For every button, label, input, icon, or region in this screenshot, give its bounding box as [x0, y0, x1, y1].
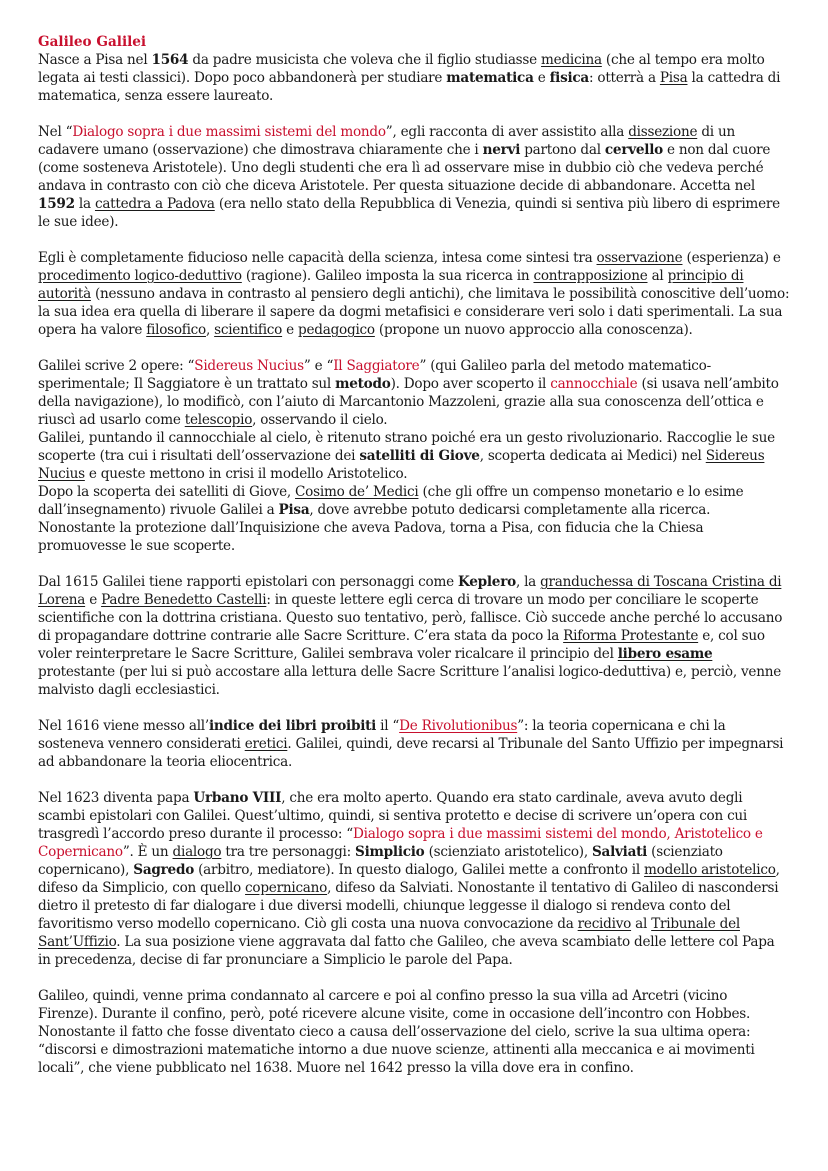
keyword-tribunale: Tribunale del Sant’Uffizio [38, 916, 740, 950]
text: . La sua posizione viene aggravata dal fatto che Galileo, che aveva scambiato delle lettere col Papa in precedenza, decise di far pronunciare a Simplicio le parole del Papa. [38, 934, 775, 968]
text: il “ [376, 718, 400, 734]
text: Nel 1623 diventa papa [38, 790, 194, 806]
work-title-sidereus: Sidereus Nucius [194, 358, 304, 374]
text: ” e “ [303, 358, 334, 374]
keyword-eretici: eretici [244, 736, 288, 752]
text: e queste mettono in crisi il modello Aristotelico. [84, 466, 408, 482]
text: protestante (per lui si può accostare alla lettura delle Sacre Scritture l’analisi logico-deduttiva) e, perciò, venne malvisto dagli ecclesiastici. [38, 664, 782, 698]
text: (era nello stato della Repubblica di Venezia, quindi si sentiva più libero di esprimere le sue idee). [38, 196, 780, 230]
text: Galilei scrive 2 opere: “ [38, 358, 195, 374]
work-title-dialogo: Dialogo sopra i due massimi sistemi del mondo [72, 124, 386, 140]
text: , dove avrebbe potuto dedicarsi completamente alla ricerca. Nonostante la protezione dall’Inquisizione che aveva Padova, torna a Pisa, con fiducia che la Chiesa promuovesse le sue scoperte. [38, 502, 711, 554]
text: ”: la teoria copernicana e chi la sosteneva vennero considerati [38, 718, 726, 752]
keyword-keplero: Keplero [457, 574, 516, 590]
year-1564: 1564 [151, 52, 189, 68]
text: (arbitro, mediatore). In questo dialogo, Galilei mette a confronto il [194, 862, 645, 878]
text: partono dal [520, 142, 605, 158]
keyword-recidivo: recidivo [577, 916, 632, 932]
text: , che era molto aperto. Quando era stato cardinale, aveva avuto degli scambi epistolari con Galilei. Quest’ultimo, quindi, si sentiva protetto e decise di scrivere un’opera con cui trasgredì l’accordo preso durante il processo: “ [38, 790, 748, 842]
paragraph-indice [38, 717, 790, 771]
keyword-castelli: Padre Benedetto Castelli [101, 592, 267, 608]
text: (scienziato copernicano), [38, 844, 723, 878]
document-title: Galileo Galilei [38, 34, 147, 50]
keyword-fisica: fisica [549, 70, 589, 86]
text: la cattedra di matematica, senza essere laureato. [38, 70, 781, 104]
text: e non dal cuore (come sosteneva Aristotele). Uno degli studenti che era lì ad osservare mise in dubbio ciò che vedeva perché andava in contrasto con ciò che diceva Aristotele. Per questa situazione decide di abbandonare. Accetta nel [38, 142, 771, 194]
text: (si usava nell’ambito della navigazione), lo modificò, con l’aiuto di Marcantonio Mazzoleni, grazie alla sua conoscenza dell’ottica e riuscì ad usarlo come [38, 376, 779, 428]
text: . Galilei, quindi, deve recarsi al Tribunale del Santo Uffizio per impegnarsi ad abbandonare la teoria eliocentrica. [38, 736, 784, 770]
text: Nel 1616 viene messo all’ [38, 718, 209, 734]
keyword-cattedra-padova: cattedra a Padova [94, 196, 215, 212]
paragraph-opere [38, 357, 790, 555]
text: (esperienza) e [682, 250, 781, 266]
text: : otterrà a [589, 70, 660, 86]
keyword-satelliti: satelliti di Giove [359, 448, 480, 464]
text: ” (qui Galileo parla del metodo matematico-sperimentale; Il Saggiatore è un trattato sul [38, 358, 711, 392]
text: , osservando il cielo. [252, 412, 388, 428]
paragraph-lettere [38, 573, 790, 699]
text: Nel “ [38, 124, 73, 140]
keyword-filosofico: filosofico [146, 322, 206, 338]
keyword-telescopio: telescopio [184, 412, 253, 428]
text: , difeso da Simplicio, con quello [38, 862, 780, 896]
keyword-indice: indice dei libri proibiti [208, 718, 377, 734]
keyword-modello-aristotelico: modello aristotelico [644, 862, 776, 878]
text: (nessuno andava in contrasto al pensiero degli antichi), che limitava le possibilità conoscitive dell’uomo: la sua idea era quella di liberare il sapere da dogmi metafisici e considerare veri solo i dati sperimentali. La sua opera ha valore [38, 286, 790, 338]
keyword-cannocchiale: cannocchiale [550, 376, 638, 392]
keyword-pisa: Pisa [659, 70, 688, 86]
text: e, col suo voler reinterpretare le Sacre Scritture, Galilei sembrava voler ricalcare il principio del [38, 628, 765, 662]
keyword-dissezione: dissezione [628, 124, 698, 140]
paragraph-confino [38, 987, 790, 1077]
text: e [85, 592, 102, 608]
keyword-copernicano: copernicano [245, 880, 328, 896]
text: (che gli offre un compenso monetario e lo esime dall’insegnamento) rivuole Galilei a [38, 484, 744, 518]
keyword-pedagogico: pedagogico [298, 322, 375, 338]
work-title-saggiatore: Il Saggiatore [333, 358, 420, 374]
text: , scoperta dedicata ai Medici) nel [479, 448, 706, 464]
text: (che al tempo era molto legata ai testi classici). Dopo poco abbandonerà per studiare [38, 52, 765, 86]
text: (propone un nuovo approccio alla conoscenza). [374, 322, 693, 338]
keyword-sidereus: Sidereus Nucius [38, 448, 765, 482]
keyword-cervello: cervello [604, 142, 663, 158]
text: Galileo, quindi, venne prima condannato al carcere e poi al confino presso la sua villa ad Arcetri (vicino Firenze). Durante il confino, però, poté ricevere alcune visite, come in occasione dell’incontro con Hobbes. Nonostante il fatto che fosse diventato cieco a causa dell’osservazione del cielo, scrive la sua ultima opera: “discorsi e dimostrazioni matematiche intorno a due nuove scienze, attinenti alla meccanica e ai movimenti locali”, che viene pubblicato nel 1638. Muore nel 1642 presso la villa dove era in confino. [38, 988, 755, 1076]
text: e [533, 70, 550, 86]
keyword-nervi: nervi [482, 142, 521, 158]
text: , la [515, 574, 541, 590]
keyword-metodo: metodo [335, 376, 391, 392]
text: da padre musicista che voleva che il figlio studiasse [188, 52, 542, 68]
keyword-procedimento: procedimento logico-deduttivo [38, 268, 242, 284]
text: la [74, 196, 95, 212]
keyword-contrapposizione: contrapposizione [533, 268, 648, 284]
keyword-scientifico: scientifico [214, 322, 283, 338]
paragraph-birth [38, 51, 790, 105]
text: ”. È un [122, 844, 173, 860]
text: (ragione). Galileo imposta la sua ricerca in [241, 268, 534, 284]
keyword-medicina: medicina [541, 52, 602, 68]
text: e [282, 322, 299, 338]
text: (scienziato aristotelico), [424, 844, 592, 860]
text: , difeso da Salviati. Nonostante il tentativo di Galileo di nascondersi dietro il pretesto di far dialogare i due diversi modelli, chiunque leggesse il dialogo si rendeva conto del favoritismo verso modello copernicano. Ciò gli costa una nuova convocazione da [38, 880, 779, 932]
text: Dopo la scoperta dei satelliti di Giove, [38, 484, 296, 500]
keyword-granduchessa: granduchessa di Toscana Cristina di Lorena [38, 574, 782, 608]
text: Galilei, puntando il cannocchiale al cielo, è ritenuto strano poiché era un gesto rivoluzionario. Raccoglie le sue scoperte (tra cui i risultati dell’osservazione dei [38, 430, 775, 464]
keyword-cosimo: Cosimo de’ Medici [295, 484, 419, 500]
keyword-salviati: Salviati [591, 844, 648, 860]
text: Egli è completamente fiducioso nelle capacità della scienza, intesa come sintesi tra [38, 250, 597, 266]
keyword-urbano: Urbano VIII [193, 790, 282, 806]
keyword-simplicio: Simplicio [355, 844, 425, 860]
document-page [38, 33, 790, 1095]
text: al [647, 268, 668, 284]
paragraph-dialogo [38, 123, 790, 231]
keyword-osservazione: osservazione [596, 250, 683, 266]
keyword-riforma: Riforma Protestante [563, 628, 699, 644]
text: tra tre personaggi: [221, 844, 356, 860]
text: al [631, 916, 652, 932]
paragraph-scienza [38, 249, 790, 339]
keyword-dialogo: dialogo [172, 844, 222, 860]
keyword-pisa-bold: Pisa [278, 502, 310, 518]
work-title-rivolutionibus: De Rivolutionibus [399, 718, 518, 734]
work-title-dialogo-full: Dialogo sopra i due massimi sistemi del mondo, Aristotelico e Copernicano [38, 826, 763, 860]
keyword-sagredo: Sagredo [133, 862, 195, 878]
text: ). Dopo aver scoperto il [390, 376, 551, 392]
text: ”, egli racconta di aver assistito alla [385, 124, 629, 140]
year-1592: 1592 [38, 196, 75, 212]
keyword-principio-autorita: principio di autorità [38, 268, 744, 302]
keyword-matematica: matematica [446, 70, 534, 86]
text: , [205, 322, 215, 338]
text: Nasce a Pisa nel [38, 52, 152, 68]
keyword-libero-esame: libero esame [617, 646, 713, 662]
text: di un cadavere umano (osservazione) che dimostrava chiaramente che i [38, 124, 735, 158]
paragraph-urbano [38, 789, 790, 969]
text: : in queste lettere egli cerca di trovare un modo per conciliare le scoperte scientifiche con la dottrina cristiana. Questo suo tentativo, però, fallisce. Ciò succede anche perché lo accusano di propagandare dottrine contrarie alle Sacre Scritture. C’era stata da poco la [38, 592, 783, 644]
text: Dal 1615 Galilei tiene rapporti epistolari con personaggi come [38, 574, 458, 590]
